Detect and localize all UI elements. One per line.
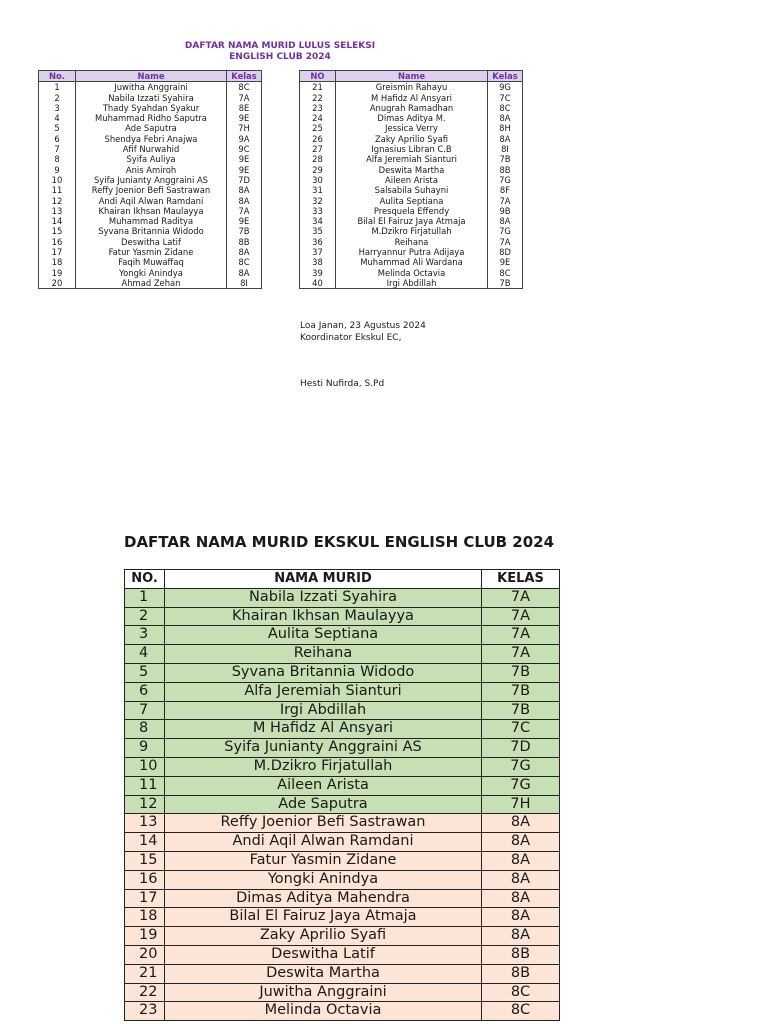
- class-code: 8A: [482, 889, 560, 908]
- student-name: Khairan Ikhsan Maulayya: [165, 607, 482, 626]
- row-number: 39: [300, 268, 336, 278]
- student-name: Ignasius Libran C.B: [336, 144, 488, 154]
- student-name: Aileen Arista: [336, 175, 488, 185]
- col-header-kelas: Kelas: [488, 71, 523, 82]
- col-header-name: Name: [336, 71, 488, 82]
- class-code: 7G: [488, 175, 523, 185]
- student-name: Ade Saputra: [165, 795, 482, 814]
- row-number: 38: [300, 257, 336, 267]
- student-name: Deswitha Latif: [165, 945, 482, 964]
- row-number: 20: [39, 278, 76, 289]
- table-row: [39, 268, 262, 278]
- student-name: Anugrah Ramadhan: [336, 103, 488, 113]
- table-row: [300, 123, 523, 133]
- row-number: 18: [39, 257, 76, 267]
- row-number: 4: [125, 645, 165, 664]
- table-row: [39, 278, 262, 289]
- row-number: 13: [39, 206, 76, 216]
- table-row: [39, 175, 262, 185]
- class-code: 8I: [488, 144, 523, 154]
- table-row: [300, 268, 523, 278]
- table-row: [300, 82, 523, 93]
- class-code: 8A: [482, 833, 560, 852]
- student-name: Andi Aqil Alwan Ramdani: [165, 833, 482, 852]
- row-number: 30: [300, 175, 336, 185]
- row-number: 12: [125, 795, 165, 814]
- student-name: M Hafidz Al Ansyari: [336, 93, 488, 103]
- student-name: Syifa Auliya: [76, 154, 227, 164]
- row-number: 16: [39, 237, 76, 247]
- student-name: Faqih Muwaffaq: [76, 257, 227, 267]
- row-number: 21: [300, 82, 336, 93]
- class-code: 8B: [227, 237, 262, 247]
- class-code: 8B: [488, 165, 523, 175]
- table-row: [125, 889, 560, 908]
- row-number: 2: [39, 93, 76, 103]
- student-name: Fatur Yasmin Zidane: [76, 247, 227, 257]
- table-row: [125, 757, 560, 776]
- table-row: [39, 113, 262, 123]
- row-number: 32: [300, 196, 336, 206]
- student-name: Muhammad Ridho Saputra: [76, 113, 227, 123]
- signer-name: Hesti Nufirda, S.Pd: [300, 379, 385, 389]
- student-name: Greismin Rahayu: [336, 82, 488, 93]
- student-name: Syvana Britannia Widodo: [76, 226, 227, 236]
- table-row: [125, 720, 560, 739]
- student-name: M.Dzikro Firjatullah: [336, 226, 488, 236]
- row-number: 13: [125, 814, 165, 833]
- class-code: 7H: [227, 123, 262, 133]
- row-number: 34: [300, 216, 336, 226]
- table-row: [300, 154, 523, 164]
- table-row: [300, 185, 523, 195]
- right-student-table: [299, 70, 523, 289]
- student-name: Thady Syahdan Syakur: [76, 103, 227, 113]
- class-code: 8A: [488, 113, 523, 123]
- row-number: 1: [39, 82, 76, 93]
- class-code: 8C: [227, 257, 262, 267]
- class-code: 8A: [488, 216, 523, 226]
- student-name: Juwitha Anggraini: [165, 983, 482, 1002]
- student-name: Andi Aqil Alwan Ramdani: [76, 196, 227, 206]
- student-name: Syifa Junianty Anggraini AS: [76, 175, 227, 185]
- class-code: 7A: [482, 626, 560, 645]
- class-code: 9E: [227, 216, 262, 226]
- table-row: [39, 123, 262, 133]
- ekskul-student-table: [124, 569, 560, 1021]
- table-row: [125, 814, 560, 833]
- row-number: 36: [300, 237, 336, 247]
- student-name: Deswitha Latif: [76, 237, 227, 247]
- class-code: 7B: [488, 278, 523, 289]
- table-row: [39, 196, 262, 206]
- row-number: 19: [125, 927, 165, 946]
- col-header-no: NO.: [125, 570, 165, 589]
- row-number: 11: [125, 776, 165, 795]
- student-name: Harryannur Putra Adijaya: [336, 247, 488, 257]
- row-number: 18: [125, 908, 165, 927]
- col-header-name: Name: [76, 71, 227, 82]
- table-row: [125, 588, 560, 607]
- table-row: [125, 776, 560, 795]
- row-number: 6: [125, 682, 165, 701]
- row-number: 19: [39, 268, 76, 278]
- class-code: 7A: [227, 93, 262, 103]
- class-code: 8D: [488, 247, 523, 257]
- student-name: Yongki Anindya: [165, 870, 482, 889]
- student-name: Bilal El Fairuz Jaya Atmaja: [165, 908, 482, 927]
- class-code: 8F: [488, 185, 523, 195]
- student-name: Aulita Septiana: [336, 196, 488, 206]
- class-code: 8B: [482, 964, 560, 983]
- class-code: 8A: [488, 134, 523, 144]
- row-number: 26: [300, 134, 336, 144]
- row-number: 17: [125, 889, 165, 908]
- student-name: Yongki Anindya: [76, 268, 227, 278]
- row-number: 31: [300, 185, 336, 195]
- table-row: [39, 82, 262, 93]
- student-name: Salsabila Suhayni: [336, 185, 488, 195]
- class-code: 7B: [227, 226, 262, 236]
- student-name: Melinda Octavia: [336, 268, 488, 278]
- row-number: 37: [300, 247, 336, 257]
- table-row: [125, 833, 560, 852]
- class-code: 8C: [482, 983, 560, 1002]
- class-code: 9E: [227, 113, 262, 123]
- student-name: Aulita Septiana: [165, 626, 482, 645]
- row-number: 7: [39, 144, 76, 154]
- student-name: Afif Nurwahid: [76, 144, 227, 154]
- top-title-line2: ENGLISH CLUB 2024: [229, 52, 331, 62]
- table-row: [300, 175, 523, 185]
- student-name: Alfa Jeremiah Sianturi: [336, 154, 488, 164]
- table-row: [125, 870, 560, 889]
- table-row: [125, 1002, 560, 1021]
- class-code: 8B: [482, 945, 560, 964]
- table-row: [125, 701, 560, 720]
- row-number: 22: [125, 983, 165, 1002]
- table-row: [300, 196, 523, 206]
- row-number: 6: [39, 134, 76, 144]
- table-row: [39, 185, 262, 195]
- class-code: 7B: [482, 701, 560, 720]
- class-code: 7D: [482, 739, 560, 758]
- student-name: Melinda Octavia: [165, 1002, 482, 1021]
- class-code: 7G: [488, 226, 523, 236]
- row-number: 33: [300, 206, 336, 216]
- table-row: [125, 607, 560, 626]
- student-name: Aileen Arista: [165, 776, 482, 795]
- student-name: Syifa Junianty Anggraini AS: [165, 739, 482, 758]
- student-name: Zaky Aprilio Syafi: [165, 927, 482, 946]
- class-code: 8A: [227, 185, 262, 195]
- student-name: Khairan Ikhsan Maulayya: [76, 206, 227, 216]
- row-number: 23: [300, 103, 336, 113]
- class-code: 8A: [482, 870, 560, 889]
- class-code: 7A: [488, 237, 523, 247]
- left-student-table: [38, 70, 262, 289]
- table-row: [300, 278, 523, 289]
- student-name: Nabila Izzati Syahira: [76, 93, 227, 103]
- class-code: 7G: [482, 776, 560, 795]
- table-row: [39, 93, 262, 103]
- table-row: [39, 247, 262, 257]
- col-header-kelas: KELAS: [482, 570, 560, 589]
- table-row: [39, 154, 262, 164]
- table-row: [39, 226, 262, 236]
- class-code: 8C: [488, 268, 523, 278]
- student-name: M Hafidz Al Ansyari: [165, 720, 482, 739]
- table-row: [125, 663, 560, 682]
- top-title-line1: DAFTAR NAMA MURID LULUS SELEKSI: [184, 41, 376, 51]
- table-row: [125, 908, 560, 927]
- table-row: [125, 983, 560, 1002]
- table-row: [125, 964, 560, 983]
- class-code: 8E: [227, 103, 262, 113]
- row-number: 2: [125, 607, 165, 626]
- col-header-kelas: Kelas: [227, 71, 262, 82]
- student-name: Ade Saputra: [76, 123, 227, 133]
- table-row: [39, 206, 262, 216]
- table-row: [125, 945, 560, 964]
- row-number: 24: [300, 113, 336, 123]
- row-number: 35: [300, 226, 336, 236]
- student-name: Reihana: [165, 645, 482, 664]
- row-number: 27: [300, 144, 336, 154]
- student-name: Muhammad Raditya: [76, 216, 227, 226]
- table-row: [300, 216, 523, 226]
- table-row: [300, 93, 523, 103]
- table-row: [300, 134, 523, 144]
- class-code: 8H: [488, 123, 523, 133]
- row-number: 21: [125, 964, 165, 983]
- student-name: Irgi Abdillah: [165, 701, 482, 720]
- row-number: 10: [39, 175, 76, 185]
- table-row: [125, 795, 560, 814]
- class-code: 7H: [482, 795, 560, 814]
- student-name: Deswita Martha: [165, 964, 482, 983]
- col-header-no: No.: [39, 71, 76, 82]
- row-number: 11: [39, 185, 76, 195]
- col-header-nama-murid: NAMA MURID: [165, 570, 482, 589]
- table-row: [300, 144, 523, 154]
- class-code: 8A: [227, 268, 262, 278]
- student-name: Alfa Jeremiah Sianturi: [165, 682, 482, 701]
- class-code: 7A: [482, 645, 560, 664]
- class-code: 7B: [482, 682, 560, 701]
- student-name: Reffy Joenior Befi Sastrawan: [165, 814, 482, 833]
- row-number: 20: [125, 945, 165, 964]
- table-row: [125, 739, 560, 758]
- table-row: [39, 103, 262, 113]
- class-code: 7G: [482, 757, 560, 776]
- row-number: 5: [125, 663, 165, 682]
- row-number: 3: [125, 626, 165, 645]
- table-row: [300, 237, 523, 247]
- class-code: 7A: [227, 206, 262, 216]
- row-number: 1: [125, 588, 165, 607]
- class-code: 9C: [227, 144, 262, 154]
- row-number: 17: [39, 247, 76, 257]
- row-number: 12: [39, 196, 76, 206]
- student-name: Anis Amiroh: [76, 165, 227, 175]
- student-name: Shendya Febri Anajwa: [76, 134, 227, 144]
- table-row: [125, 682, 560, 701]
- class-code: 7C: [488, 93, 523, 103]
- row-number: 15: [39, 226, 76, 236]
- row-number: 40: [300, 278, 336, 289]
- class-code: 9B: [488, 206, 523, 216]
- class-code: 8A: [482, 927, 560, 946]
- row-number: 22: [300, 93, 336, 103]
- student-name: Jessica Verry: [336, 123, 488, 133]
- student-name: Zaky Aprilio Syafi: [336, 134, 488, 144]
- table-row: [39, 237, 262, 247]
- class-code: 7B: [488, 154, 523, 164]
- row-number: 25: [300, 123, 336, 133]
- class-code: 7A: [482, 588, 560, 607]
- student-name: Juwitha Anggraini: [76, 82, 227, 93]
- table-row: [300, 247, 523, 257]
- col-header-no: NO: [300, 71, 336, 82]
- student-name: Nabila Izzati Syahira: [165, 588, 482, 607]
- table-row: [39, 134, 262, 144]
- student-name: Fatur Yasmin Zidane: [165, 851, 482, 870]
- table-row: [300, 226, 523, 236]
- row-number: 23: [125, 1002, 165, 1021]
- class-code: 7B: [482, 663, 560, 682]
- table-row: [39, 216, 262, 226]
- student-name: Reihana: [336, 237, 488, 247]
- class-code: 7C: [482, 720, 560, 739]
- student-name: M.Dzikro Firjatullah: [165, 757, 482, 776]
- student-name: Presquela Effendy: [336, 206, 488, 216]
- class-code: 9E: [227, 165, 262, 175]
- row-number: 7: [125, 701, 165, 720]
- table-row: [125, 927, 560, 946]
- class-code: 8A: [482, 908, 560, 927]
- student-name: Muhammad Ali Wardana: [336, 257, 488, 267]
- class-code: 8C: [227, 82, 262, 93]
- row-number: 9: [39, 165, 76, 175]
- row-number: 15: [125, 851, 165, 870]
- table-row: [300, 206, 523, 216]
- class-code: 7A: [488, 196, 523, 206]
- table-row: [39, 257, 262, 267]
- student-name: Ahmad Zehan: [76, 278, 227, 289]
- row-number: 29: [300, 165, 336, 175]
- student-name: Syvana Britannia Widodo: [165, 663, 482, 682]
- row-number: 28: [300, 154, 336, 164]
- table-row: [39, 165, 262, 175]
- row-number: 5: [39, 123, 76, 133]
- class-code: 8C: [488, 103, 523, 113]
- table-row: [300, 257, 523, 267]
- bottom-title: DAFTAR NAMA MURID EKSKUL ENGLISH CLUB 2024: [124, 533, 555, 551]
- row-number: 3: [39, 103, 76, 113]
- row-number: 14: [125, 833, 165, 852]
- class-code: 8C: [482, 1002, 560, 1021]
- table-row: [300, 113, 523, 123]
- row-number: 4: [39, 113, 76, 123]
- class-code: 9A: [227, 134, 262, 144]
- row-number: 16: [125, 870, 165, 889]
- class-code: 8A: [227, 196, 262, 206]
- row-number: 10: [125, 757, 165, 776]
- class-code: 9E: [227, 154, 262, 164]
- class-code: 7D: [227, 175, 262, 185]
- table-row: [125, 626, 560, 645]
- class-code: 8A: [482, 814, 560, 833]
- table-row: [125, 645, 560, 664]
- class-code: 9E: [488, 257, 523, 267]
- student-name: Deswita Martha: [336, 165, 488, 175]
- class-code: 7A: [482, 607, 560, 626]
- table-row: [300, 103, 523, 113]
- student-name: Irgi Abdillah: [336, 278, 488, 289]
- table-row: [300, 165, 523, 175]
- student-name: Dimas Aditya M.: [336, 113, 488, 123]
- row-number: 8: [39, 154, 76, 164]
- student-name: Bilal El Fairuz Jaya Atmaja: [336, 216, 488, 226]
- place-date: Loa Janan, 23 Agustus 2024: [300, 321, 426, 331]
- coordinator-role: Koordinator Ekskul EC,: [300, 333, 402, 343]
- student-name: Dimas Aditya Mahendra: [165, 889, 482, 908]
- class-code: 8A: [482, 851, 560, 870]
- class-code: 8A: [227, 247, 262, 257]
- table-row: [125, 851, 560, 870]
- table-row: [39, 144, 262, 154]
- class-code: 8I: [227, 278, 262, 289]
- class-code: 9G: [488, 82, 523, 93]
- row-number: 14: [39, 216, 76, 226]
- row-number: 9: [125, 739, 165, 758]
- student-name: Reffy Joenior Befi Sastrawan: [76, 185, 227, 195]
- row-number: 8: [125, 720, 165, 739]
